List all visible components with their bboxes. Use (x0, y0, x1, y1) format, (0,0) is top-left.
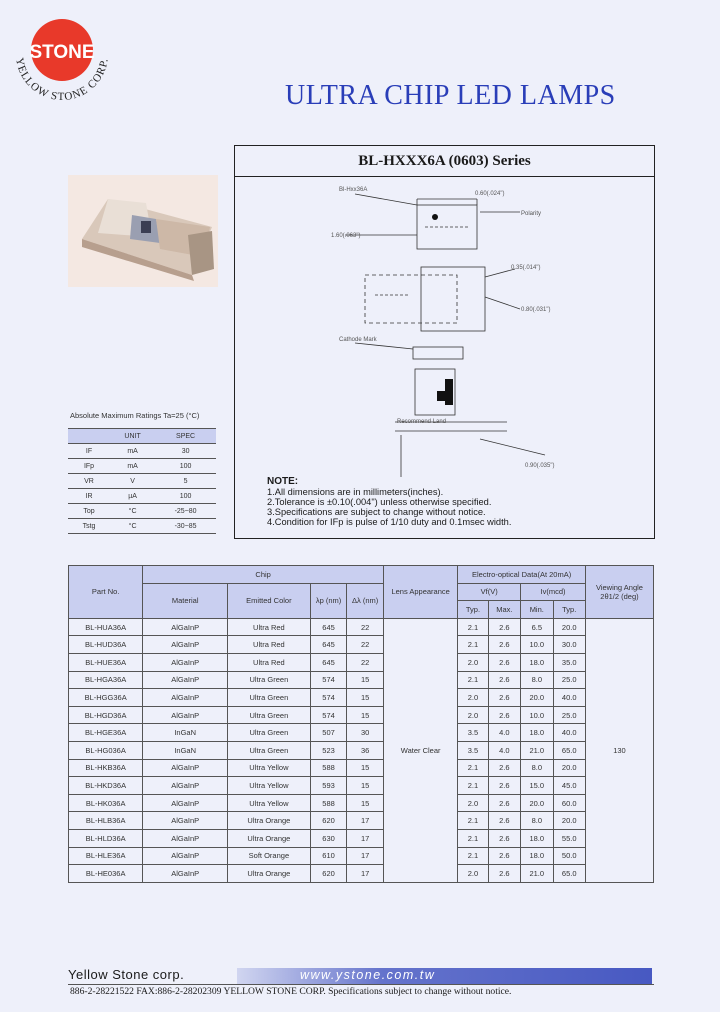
footer-company: Yellow Stone corp. (68, 967, 185, 982)
vf-typ-cell: 2.1 (458, 829, 488, 847)
material-cell: AlGaInP (143, 671, 228, 689)
vf-typ-cell: 2.1 (458, 777, 488, 795)
iv-typ-cell: 30.0 (553, 636, 585, 654)
spectral-width-cell: 15 (347, 706, 384, 724)
material-cell: AlGaInP (143, 759, 228, 777)
abs-cell: IFp (68, 459, 110, 474)
peak-wavelength-cell: 620 (310, 865, 347, 883)
peak-wavelength-cell: 593 (310, 777, 347, 795)
vf-typ-cell: 2.0 (458, 794, 488, 812)
table-row (68, 504, 216, 519)
note-line: 1.All dimensions are in millimeters(inches). (267, 487, 444, 497)
abs-cell: 30 (155, 444, 216, 459)
vf-typ-cell: 2.0 (458, 653, 488, 671)
iv-min-cell: 8.0 (521, 759, 553, 777)
peak-wavelength-cell: 588 (310, 759, 347, 777)
table-row (69, 812, 654, 830)
table-row (68, 444, 216, 459)
led-product-photo (68, 175, 218, 287)
part-no-cell: BL-HGD36A (69, 706, 143, 724)
table-row (69, 724, 654, 742)
peak-wavelength-cell: 630 (310, 829, 347, 847)
peak-wavelength-cell: 523 (310, 741, 347, 759)
abs-cell: mA (110, 444, 155, 459)
vf-max-cell: 2.6 (488, 653, 520, 671)
abs-header-cell: UNIT (110, 429, 155, 444)
page-title: ULTRA CHIP LED LAMPS (285, 80, 616, 111)
iv-header: Iv(mcd) (521, 583, 586, 601)
footer-contact-line: 886-2-28221522 FAX:886-2-28202309 YELLOW STONE CORP. Specifications subject to change without notice. (70, 986, 512, 997)
peak-wavelength-cell: 620 (310, 812, 347, 830)
company-logo (2, 2, 122, 110)
iv-typ-cell: 25.0 (553, 706, 585, 724)
vf-max-cell: 2.6 (488, 865, 520, 883)
svg-text:Bl-Hxx36A: Bl-Hxx36A (339, 187, 368, 193)
peak-wavelength-header: λp (nm) (310, 583, 347, 618)
table-row (69, 847, 654, 865)
svg-text:0.35(.014"): 0.35(.014") (511, 265, 541, 271)
abs-cell: Top (68, 504, 110, 519)
package-dimension-drawing (235, 177, 654, 477)
vf-max-cell: 2.6 (488, 618, 520, 636)
vf-max-cell: 2.6 (488, 671, 520, 689)
abs-cell: -25~80 (155, 504, 216, 519)
abs-cell: 100 (155, 459, 216, 474)
emitted-color-cell: Ultra Green (228, 706, 311, 724)
table-row (69, 829, 654, 847)
vf-max-cell: 2.6 (488, 689, 520, 707)
iv-min-cell: 18.0 (521, 724, 553, 742)
material-cell: AlGaInP (143, 618, 228, 636)
abs-header-cell (68, 429, 110, 444)
vf-max-cell: 2.6 (488, 706, 520, 724)
vf-typ-cell: 2.1 (458, 618, 488, 636)
vf-typ-cell: 2.0 (458, 689, 488, 707)
iv-typ-cell: 65.0 (553, 741, 585, 759)
table-row (69, 671, 654, 689)
material-cell: AlGaInP (143, 653, 228, 671)
vf-typ-header: Typ. (458, 601, 488, 619)
spectral-width-cell: 17 (347, 865, 384, 883)
electro-optical-spec-table (68, 565, 654, 883)
abs-cell: IF (68, 444, 110, 459)
eo-header: Electro-optical Data(At 20mA) (458, 566, 586, 584)
emitted-color-cell: Ultra Red (228, 618, 311, 636)
viewing-angle-header: Viewing Angle 2θ1/2 (deg) (585, 566, 653, 619)
iv-min-cell: 6.5 (521, 618, 553, 636)
svg-text:1.60(.063"): 1.60(.063") (331, 233, 361, 239)
iv-typ-cell: 40.0 (553, 724, 585, 742)
emitted-color-cell: Ultra Orange (228, 865, 311, 883)
iv-min-cell: 20.0 (521, 794, 553, 812)
note-line: 3.Specifications are subject to change without notice. (267, 507, 486, 517)
emitted-color-header: Emitted Color (228, 583, 311, 618)
spectral-width-cell: 17 (347, 847, 384, 865)
part-no-cell: BL-HE036A (69, 865, 143, 883)
iv-min-cell: 8.0 (521, 671, 553, 689)
vf-max-cell: 2.6 (488, 847, 520, 865)
iv-min-cell: 15.0 (521, 777, 553, 795)
spectral-width-cell: 17 (347, 812, 384, 830)
emitted-color-cell: Soft Orange (228, 847, 311, 865)
iv-typ-cell: 20.0 (553, 618, 585, 636)
iv-typ-cell: 60.0 (553, 794, 585, 812)
iv-typ-cell: 35.0 (553, 653, 585, 671)
emitted-color-cell: Ultra Green (228, 689, 311, 707)
peak-wavelength-cell: 645 (310, 636, 347, 654)
iv-min-cell: 8.0 (521, 812, 553, 830)
lens-appearance-cell: Water Clear (383, 618, 457, 882)
material-cell: AlGaInP (143, 636, 228, 654)
spectral-width-cell: 22 (347, 618, 384, 636)
table-row (68, 474, 216, 489)
iv-typ-cell: 20.0 (553, 759, 585, 777)
vf-max-cell: 2.6 (488, 759, 520, 777)
svg-text:Recommend Land: Recommend Land (397, 419, 447, 425)
note-line: 2.Tolerance is ±0.10(.004") unless otherwise specified. (267, 497, 492, 507)
material-cell: AlGaInP (143, 847, 228, 865)
footer-website-link[interactable]: www.ystone.com.tw (300, 968, 436, 982)
svg-text:0.60(.024"): 0.60(.024") (475, 191, 505, 197)
part-no-header: Part No. (69, 566, 143, 619)
material-cell: AlGaInP (143, 794, 228, 812)
abs-max-title: Absolute Maximum Ratings Ta=25 (°C) (70, 411, 200, 420)
table-row (68, 459, 216, 474)
peak-wavelength-cell: 507 (310, 724, 347, 742)
lens-header: Lens Appearance (383, 566, 457, 619)
vf-typ-cell: 2.1 (458, 812, 488, 830)
part-no-cell: BL-HGE36A (69, 724, 143, 742)
material-cell: AlGaInP (143, 777, 228, 795)
emitted-color-cell: Ultra Yellow (228, 794, 311, 812)
material-header: Material (143, 583, 228, 618)
vf-max-cell: 4.0 (488, 741, 520, 759)
table-row (69, 636, 654, 654)
spectral-width-cell: 15 (347, 794, 384, 812)
material-cell: AlGaInP (143, 865, 228, 883)
spectral-width-cell: 15 (347, 759, 384, 777)
vf-typ-cell: 2.1 (458, 847, 488, 865)
abs-cell: V (110, 474, 155, 489)
notes-block (267, 477, 511, 527)
table-row (69, 618, 654, 636)
iv-min-cell: 18.0 (521, 847, 553, 865)
table-row (69, 706, 654, 724)
peak-wavelength-cell: 588 (310, 794, 347, 812)
svg-text:Cathode Mark: Cathode Mark (339, 337, 377, 343)
vf-max-cell: 2.6 (488, 812, 520, 830)
notes-heading: NOTE: (267, 476, 299, 487)
part-no-cell: BL-HGA36A (69, 671, 143, 689)
vf-typ-cell: 2.1 (458, 636, 488, 654)
part-no-cell: BL-HLB36A (69, 812, 143, 830)
spectral-width-cell: 15 (347, 689, 384, 707)
peak-wavelength-cell: 645 (310, 618, 347, 636)
table-row (69, 794, 654, 812)
material-cell: InGaN (143, 741, 228, 759)
part-no-cell: BL-HK036A (69, 794, 143, 812)
emitted-color-cell: Ultra Green (228, 741, 311, 759)
spectral-width-cell: 22 (347, 636, 384, 654)
iv-typ-cell: 45.0 (553, 777, 585, 795)
vf-typ-cell: 3.5 (458, 741, 488, 759)
vf-max-header: Max. (488, 601, 520, 619)
emitted-color-cell: Ultra Orange (228, 829, 311, 847)
abs-cell: Tstg (68, 519, 110, 534)
iv-typ-header: Typ. (553, 601, 585, 619)
series-title: BL-HXXX6A (0603) Series (235, 146, 654, 177)
abs-header-cell: SPEC (155, 429, 216, 444)
vf-max-cell: 2.6 (488, 636, 520, 654)
vf-max-cell: 2.6 (488, 829, 520, 847)
spectral-width-cell: 30 (347, 724, 384, 742)
iv-typ-cell: 20.0 (553, 812, 585, 830)
table-row (69, 653, 654, 671)
table-row (69, 759, 654, 777)
abs-cell: mA (110, 459, 155, 474)
iv-typ-cell: 40.0 (553, 689, 585, 707)
iv-min-cell: 10.0 (521, 706, 553, 724)
part-no-cell: BL-HGG36A (69, 689, 143, 707)
peak-wavelength-cell: 574 (310, 671, 347, 689)
footer-divider (68, 984, 654, 985)
vf-typ-cell: 2.1 (458, 671, 488, 689)
emitted-color-cell: Ultra Green (228, 671, 311, 689)
svg-text:0.90(.035"): 0.90(.035") (525, 463, 555, 469)
peak-wavelength-cell: 574 (310, 689, 347, 707)
part-no-cell: BL-HLE36A (69, 847, 143, 865)
vf-typ-cell: 2.1 (458, 759, 488, 777)
abs-cell: 100 (155, 489, 216, 504)
spectral-width-cell: 15 (347, 777, 384, 795)
iv-min-cell: 21.0 (521, 741, 553, 759)
abs-cell: °C (110, 519, 155, 534)
abs-max-table (68, 428, 216, 534)
table-row (69, 777, 654, 795)
material-cell: AlGaInP (143, 829, 228, 847)
iv-typ-cell: 25.0 (553, 671, 585, 689)
abs-cell: °C (110, 504, 155, 519)
emitted-color-cell: Ultra Yellow (228, 759, 311, 777)
iv-typ-cell: 55.0 (553, 829, 585, 847)
spectral-width-cell: 22 (347, 653, 384, 671)
emitted-color-cell: Ultra Orange (228, 812, 311, 830)
vf-max-cell: 2.6 (488, 777, 520, 795)
peak-wavelength-cell: 610 (310, 847, 347, 865)
part-no-cell: BL-HKB36A (69, 759, 143, 777)
note-line: 4.Condition for IFp is pulse of 1/10 duty and 0.1msec width. (267, 517, 512, 527)
vf-max-cell: 4.0 (488, 724, 520, 742)
table-row (68, 519, 216, 534)
part-no-cell: BL-HG036A (69, 741, 143, 759)
abs-cell: µA (110, 489, 155, 504)
abs-cell: IR (68, 489, 110, 504)
spectral-width-cell: 17 (347, 829, 384, 847)
peak-wavelength-cell: 645 (310, 653, 347, 671)
iv-min-cell: 18.0 (521, 829, 553, 847)
abs-cell: -30~85 (155, 519, 216, 534)
part-no-cell: BL-HUA36A (69, 618, 143, 636)
part-no-cell: BL-HLD36A (69, 829, 143, 847)
chip-header: Chip (143, 566, 384, 584)
abs-cell: VR (68, 474, 110, 489)
table-row (68, 489, 216, 504)
vf-typ-cell: 2.0 (458, 865, 488, 883)
table-row (69, 689, 654, 707)
vf-typ-cell: 3.5 (458, 724, 488, 742)
peak-wavelength-cell: 574 (310, 706, 347, 724)
vf-typ-cell: 2.0 (458, 706, 488, 724)
svg-text:Polarity: Polarity (521, 211, 542, 217)
spectral-width-cell: 15 (347, 671, 384, 689)
iv-typ-cell: 65.0 (553, 865, 585, 883)
emitted-color-cell: Ultra Yellow (228, 777, 311, 795)
table-row (69, 741, 654, 759)
logo-ring-text: YELLOW STONE CORP. (13, 56, 111, 104)
logo-stone-text: STONE (29, 42, 95, 63)
table-row (69, 865, 654, 883)
material-cell: AlGaInP (143, 706, 228, 724)
part-no-cell: BL-HUE36A (69, 653, 143, 671)
svg-text:0.80(.031"): 0.80(.031") (521, 307, 551, 313)
material-cell: InGaN (143, 724, 228, 742)
abs-cell: 5 (155, 474, 216, 489)
vf-max-cell: 2.6 (488, 794, 520, 812)
iv-min-header: Min. (521, 601, 553, 619)
iv-min-cell: 18.0 (521, 653, 553, 671)
emitted-color-cell: Ultra Red (228, 653, 311, 671)
iv-min-cell: 10.0 (521, 636, 553, 654)
iv-typ-cell: 50.0 (553, 847, 585, 865)
vf-header: Vf(V) (458, 583, 521, 601)
spectral-width-header: Δλ (nm) (347, 583, 384, 618)
emitted-color-cell: Ultra Green (228, 724, 311, 742)
emitted-color-cell: Ultra Red (228, 636, 311, 654)
iv-min-cell: 21.0 (521, 865, 553, 883)
material-cell: AlGaInP (143, 812, 228, 830)
part-no-cell: BL-HKD36A (69, 777, 143, 795)
spectral-width-cell: 36 (347, 741, 384, 759)
viewing-angle-cell: 130 (585, 618, 653, 882)
part-no-cell: BL-HUD36A (69, 636, 143, 654)
material-cell: AlGaInP (143, 689, 228, 707)
iv-min-cell: 20.0 (521, 689, 553, 707)
dimension-diagram-panel (234, 145, 655, 539)
